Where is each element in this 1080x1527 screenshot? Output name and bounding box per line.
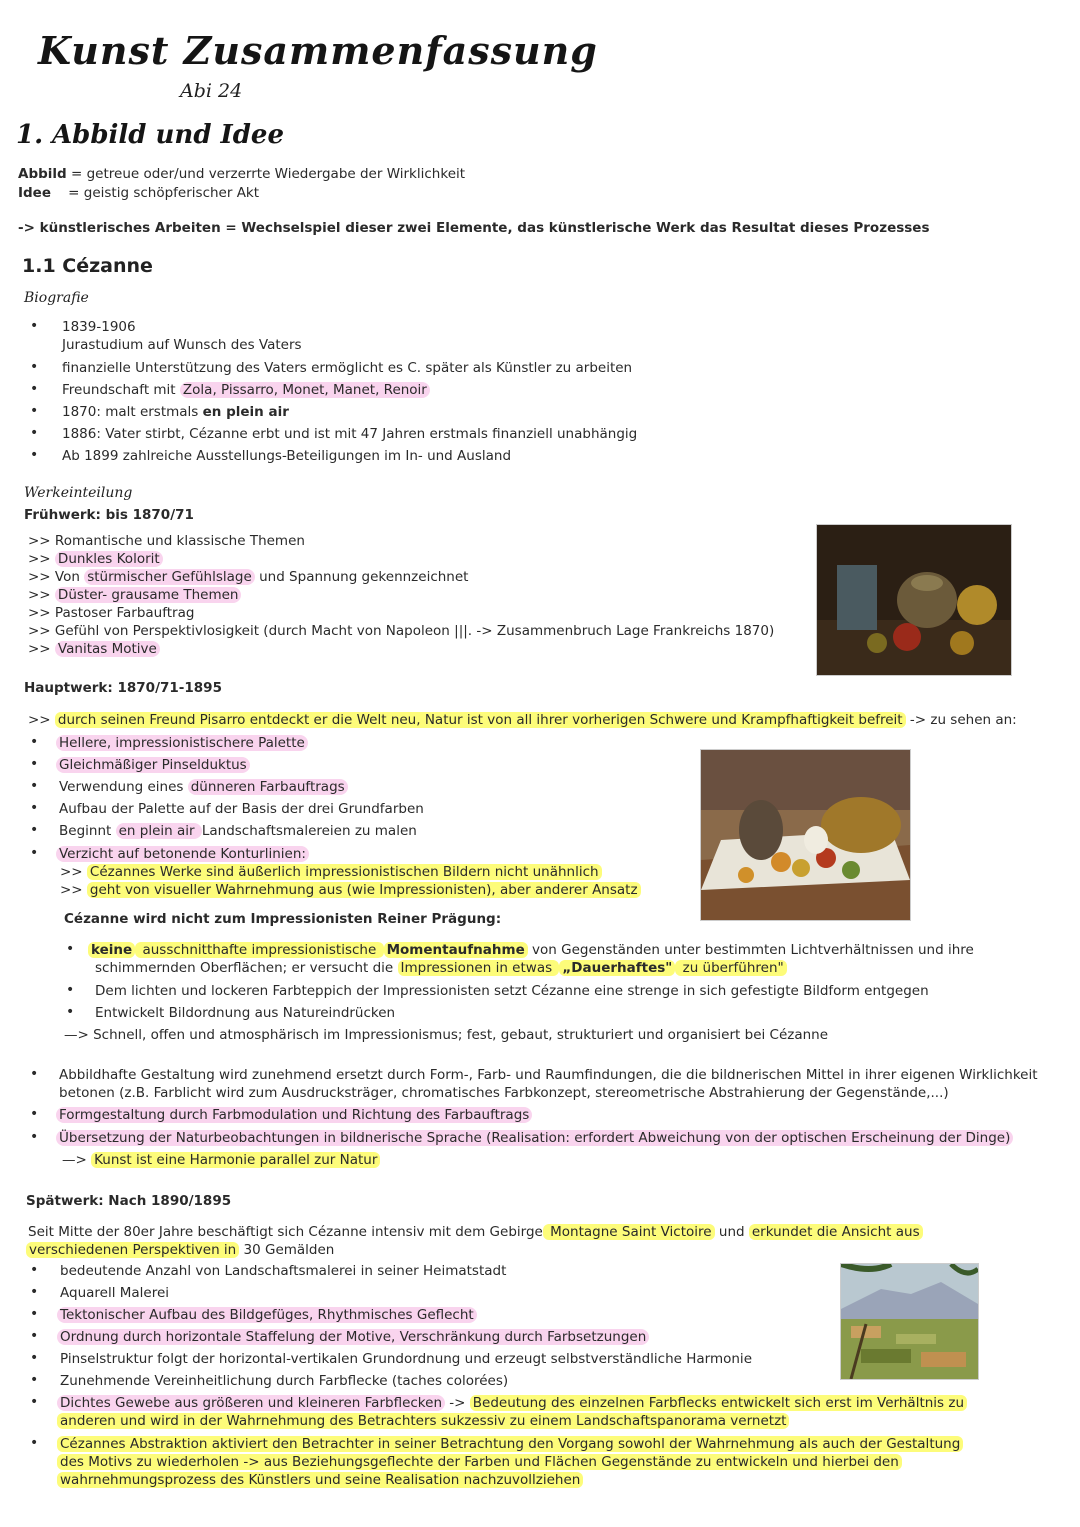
spaetwerk-intro-perspektiven: verschiedenen Perspektiven in bbox=[26, 1242, 239, 1258]
painting-early-still-life bbox=[816, 524, 1012, 676]
fruehwerk-item-4 bbox=[28, 587, 241, 603]
fruehwerk-item-3-prefix: >> Von bbox=[28, 569, 85, 585]
hauptwerk-item-3 bbox=[59, 779, 348, 795]
spaetwerk-item-6: Zunehmende Vereinheitlichung durch Farbflecke (taches colorées) bbox=[60, 1373, 509, 1389]
fruehwerk-item-5: >> Pastoser Farbauftrag bbox=[28, 605, 195, 621]
bio-item-4-bold: en plein air bbox=[202, 404, 289, 420]
spaetwerk-intro-highlight: erkundet die Ansicht aus bbox=[749, 1224, 923, 1240]
fruehwerk-item-3-highlight: stürmischer Gefühlslage bbox=[84, 569, 255, 585]
painting-montagne-graphic bbox=[841, 1264, 978, 1379]
reiner-item-1-cont-text: schimmernden Oberflächen; er versucht die bbox=[95, 960, 398, 976]
reiner-item-1 bbox=[88, 942, 974, 958]
bio-item-4 bbox=[62, 404, 289, 420]
spaetwerk-heading: Spätwerk: Nach 1890/1895 bbox=[26, 1193, 232, 1209]
fruehwerk-item-3-suffix: und Spannung gekennzeichnet bbox=[254, 569, 469, 585]
spaetwerk-item-5: Pinselstruktur folgt der horizontal-vertikalen Grundordnung und erzeugt selbstverständliche Harmonie bbox=[60, 1351, 752, 1367]
fruehwerk-item-1: >> Romantische und klassische Themen bbox=[28, 533, 305, 549]
definition-abbild-text: = getreue oder/und verzerrte Wiedergabe der Wirklichkeit bbox=[71, 166, 466, 182]
fruehwerk-item-6: >> Gefühl von Perspektivlosigkeit (durch Macht von Napoleon |||. -> Zusammenbruch Lage Frankreichs 1870) bbox=[28, 623, 775, 639]
hauptwerk-item-8-highlight: Formgestaltung durch Farbmodulation und Richtung des Farbauftrags bbox=[56, 1107, 532, 1123]
reiner-item-4: —> Schnell, offen und atmosphärisch im Impressionismus; fest, gebaut, strukturiert und organisiert bei Cézanne bbox=[64, 1027, 829, 1043]
reiner-item-1-text: von Gegenständen unter bestimmten Lichtverhältnissen und ihre bbox=[527, 942, 974, 958]
hauptwerk-item-6a-highlight: Cézannes Werke sind äußerlich impressionistischen Bildern nicht unähnlich bbox=[87, 864, 602, 880]
spaetwerk-intro-montagne: Montagne Saint Victoire bbox=[543, 1224, 715, 1240]
spaetwerk-item-1: bedeutende Anzahl von Landschaftsmalerei in seiner Heimatstadt bbox=[60, 1263, 507, 1279]
bio-item-1a: 1839-1906 bbox=[62, 319, 136, 335]
definition-idee-text: = geistig schöpferischer Akt bbox=[68, 185, 260, 201]
spaetwerk-item-4-highlight: Ordnung durch horizontale Staffelung der Motive, Verschränkung durch Farbsetzungen bbox=[57, 1329, 649, 1345]
spaetwerk-item-8b bbox=[57, 1454, 902, 1470]
hauptwerk-item-6b-highlight: geht von visueller Wahrnehmung aus (wie Impressionisten), aber anderer Ansatz bbox=[87, 882, 641, 898]
spaetwerk-item-7-highlight: Dichtes Gewebe aus größeren und kleineren Farbflecken bbox=[57, 1395, 445, 1411]
reiner-item-2: Dem lichten und lockeren Farbteppich der Impressionisten setzt Cézanne eine strenge in sich gefestigte Bildform entgegen bbox=[95, 983, 929, 999]
bullet-dot: • bbox=[30, 1262, 39, 1278]
bio-item-1b: Jurastudium auf Wunsch des Vaters bbox=[62, 337, 302, 353]
reiner-item-3: Entwickelt Bildordnung aus Natureindrücken bbox=[95, 1005, 396, 1021]
spaetwerk-item-8c-highlight: wahrnehmungsprozess des Künstlers und seine Realisation nachzuvollziehen bbox=[57, 1472, 583, 1488]
fruehwerk-item-2-highlight: Dunkles Kolorit bbox=[55, 551, 163, 567]
reiner-item-1-momentaufnahme: Momentaufnahme bbox=[384, 942, 528, 958]
bullet-dot: • bbox=[30, 1066, 39, 1082]
hauptwerk-item-8 bbox=[56, 1107, 532, 1123]
painting-montagne-sainte-victoire bbox=[840, 1263, 979, 1380]
biografie-label: Biografie bbox=[24, 290, 89, 306]
bio-item-4-text: 1870: malt erstmals bbox=[62, 404, 203, 420]
hauptwerk-item-6a-prefix: >> bbox=[60, 864, 87, 880]
bullet-dot: • bbox=[30, 381, 39, 397]
fruehwerk-item-7-prefix: >> bbox=[28, 641, 55, 657]
section-title: Abbild und Idee bbox=[52, 120, 284, 150]
hauptwerk-item-10-prefix: —> bbox=[62, 1152, 92, 1168]
bullet-dot: • bbox=[30, 1306, 39, 1322]
spaetwerk-item-3 bbox=[57, 1307, 477, 1323]
painting-still-life-basket-graphic bbox=[701, 750, 910, 920]
spaetwerk-item-7 bbox=[57, 1395, 967, 1411]
definition-idee bbox=[18, 185, 259, 201]
fruehwerk-item-7-highlight: Vanitas Motive bbox=[55, 641, 160, 657]
hauptwerk-item-5-text: Beginnt bbox=[59, 823, 116, 839]
painting-still-life-basket bbox=[700, 749, 911, 921]
spaetwerk-item-7-highlight-2: Bedeutung des einzelnen Farbflecks entwickelt sich erst im Verhältnis zu bbox=[470, 1395, 967, 1411]
hauptwerk-item-7b: betonen (z.B. Farblicht wird zum Ausdrucksträger, chromatisches Farbkonzept, stereometrische Abstrahierung der Gegenstände,...) bbox=[59, 1085, 949, 1101]
fruehwerk-item-4-prefix: >> bbox=[28, 587, 55, 603]
bullet-dot: • bbox=[30, 778, 39, 794]
spaetwerk-intro-und: und bbox=[714, 1224, 749, 1240]
bullet-dot: • bbox=[30, 1394, 39, 1410]
hauptwerk-item-3-text: Verwendung eines bbox=[59, 779, 188, 795]
hauptwerk-item-9 bbox=[56, 1130, 1013, 1146]
spaetwerk-item-7-arrow: -> bbox=[445, 1395, 470, 1411]
hauptwerk-item-4: Aufbau der Palette auf der Basis der drei Grundfarben bbox=[59, 801, 424, 817]
bullet-dot: • bbox=[66, 1004, 75, 1020]
bullet-dot: • bbox=[30, 1129, 39, 1145]
hauptwerk-item-3-highlight: dünneren Farbauftrags bbox=[188, 779, 348, 795]
reiner-item-1-dauerhaftes: „Dauerhaftes" bbox=[559, 960, 675, 976]
fruehwerk-item-7 bbox=[28, 641, 160, 657]
bullet-dot: • bbox=[30, 447, 39, 463]
document-title: Kunst Zusammenfassung bbox=[38, 28, 598, 73]
bullet-dot: • bbox=[30, 734, 39, 750]
werkeinteilung-label: Werkeinteilung bbox=[24, 485, 133, 501]
bio-item-3-text: Freundschaft mit bbox=[62, 382, 180, 398]
subsection-heading: 1.1 Cézanne bbox=[22, 255, 153, 277]
fruehwerk-item-4-highlight: Düster- grausame Themen bbox=[55, 587, 242, 603]
hauptwerk-item-10 bbox=[62, 1152, 380, 1168]
hauptwerk-item-6a bbox=[60, 864, 602, 880]
spaetwerk-intro-line-2 bbox=[26, 1242, 334, 1258]
reiner-item-1-highlight: ausschnitthafte impressionistische bbox=[135, 942, 383, 958]
hauptwerk-intro-highlight: durch seinen Freund Pisarro entdeckt er die Welt neu, Natur ist von all ihrer vorherigen Schwere und Krampfhaftigkeit befreit bbox=[55, 712, 906, 728]
bullet-dot: • bbox=[30, 403, 39, 419]
hauptwerk-item-6-highlight: Verzicht auf betonende Konturlinien: bbox=[56, 846, 309, 862]
reiner-item-1-keine: keine bbox=[88, 942, 135, 958]
definition-summary: -> künstlerisches Arbeiten = Wechselspiel dieser zwei Elemente, das künstlerische Werk das Resultat dieses Prozesses bbox=[18, 220, 930, 236]
hauptwerk-item-5 bbox=[59, 823, 417, 839]
fruehwerk-item-2-prefix: >> bbox=[28, 551, 55, 567]
spaetwerk-item-7-cont-highlight: anderen und wird in der Wahrnehmung des Betrachters sukzessiv zu einem Landschaftspanorama vernetzt bbox=[57, 1413, 789, 1429]
hauptwerk-item-1 bbox=[56, 735, 308, 751]
hauptwerk-intro-prefix: >> bbox=[28, 712, 55, 728]
bullet-dot: • bbox=[30, 1435, 39, 1451]
hauptwerk-item-5-highlight: en plein air bbox=[116, 823, 202, 839]
bullet-dot: • bbox=[30, 800, 39, 816]
bullet-dot: • bbox=[30, 425, 39, 441]
term-idee: Idee bbox=[18, 185, 51, 201]
bullet-dot: • bbox=[66, 941, 75, 957]
bullet-dot: • bbox=[66, 982, 75, 998]
spaetwerk-intro-text: Seit Mitte der 80er Jahre beschäftigt sich Cézanne intensiv mit dem Gebirge bbox=[28, 1224, 543, 1240]
spaetwerk-item-4 bbox=[57, 1329, 649, 1345]
bullet-dot: • bbox=[30, 822, 39, 838]
spaetwerk-item-8a bbox=[57, 1436, 963, 1452]
painting-early-still-life-graphic bbox=[817, 525, 1011, 675]
hauptwerk-item-6b bbox=[60, 882, 641, 898]
reiner-item-1-cont-highlight: Impressionen in etwas bbox=[398, 960, 560, 976]
hauptwerk-item-6 bbox=[56, 846, 309, 862]
spaetwerk-item-8a-highlight: Cézannes Abstraktion aktiviert den Betrachter in seiner Betrachtung den Vorgang sowohl der Wahrnehmung als auch der Gestaltung bbox=[57, 1436, 963, 1452]
bullet-dot: • bbox=[30, 359, 39, 375]
spaetwerk-item-8b-highlight: des Motivs zu wiederholen -> aus Beziehungsgeflechte der Farben und Flächen Gegenstände zu entwickeln und hierbei den bbox=[57, 1454, 902, 1470]
hauptwerk-item-5-suffix: Landschaftsmalereien zu malen bbox=[201, 823, 417, 839]
hauptwerk-item-1-highlight: Hellere, impressionistischere Palette bbox=[56, 735, 308, 751]
reiner-item-1-cont-end: zu überführen" bbox=[675, 960, 786, 976]
bullet-dot: • bbox=[30, 756, 39, 772]
bio-item-3 bbox=[62, 382, 430, 398]
spaetwerk-item-2: Aquarell Malerei bbox=[60, 1285, 170, 1301]
reiner-praegung-heading: Cézanne wird nicht zum Impressionisten Reiner Prägung: bbox=[64, 911, 502, 927]
bullet-dot: • bbox=[30, 1328, 39, 1344]
fruehwerk-heading: Frühwerk: bis 1870/71 bbox=[24, 507, 194, 523]
bullet-dot: • bbox=[30, 1350, 39, 1366]
reiner-item-1-cont bbox=[95, 960, 787, 976]
bio-item-2: finanzielle Unterstützung des Vaters ermöglicht es C. später als Künstler zu arbeiten bbox=[62, 360, 633, 376]
bio-item-5: 1886: Vater stirbt, Cézanne erbt und ist mit 47 Jahren erstmals finanziell unabhängig bbox=[62, 426, 638, 442]
spaetwerk-item-8c bbox=[57, 1472, 583, 1488]
definition-abbild bbox=[18, 166, 465, 182]
bullet-dot: • bbox=[30, 1106, 39, 1122]
section-number: 1. bbox=[16, 120, 44, 150]
bio-item-6: Ab 1899 zahlreiche Ausstellungs-Beteiligungen im In- und Ausland bbox=[62, 448, 512, 464]
document-subtitle: Abi 24 bbox=[180, 80, 243, 102]
bullet-dot: • bbox=[30, 845, 39, 861]
hauptwerk-intro bbox=[28, 712, 1017, 728]
hauptwerk-item-2 bbox=[56, 757, 250, 773]
hauptwerk-item-6b-prefix: >> bbox=[60, 882, 87, 898]
hauptwerk-intro-suffix: -> zu sehen an: bbox=[905, 712, 1017, 728]
hauptwerk-heading: Hauptwerk: 1870/71-1895 bbox=[24, 680, 222, 696]
fruehwerk-item-2 bbox=[28, 551, 163, 567]
hauptwerk-item-9-highlight: Übersetzung der Naturbeobachtungen in bildnerische Sprache (Realisation: erfordert Abweichung von der optischen Erscheinung der Dinge) bbox=[56, 1130, 1013, 1146]
bullet-dot: • bbox=[30, 318, 39, 334]
bullet-dot: • bbox=[30, 1372, 39, 1388]
hauptwerk-item-10-highlight: Kunst ist eine Harmonie parallel zur Natur bbox=[91, 1152, 380, 1168]
fruehwerk-item-3 bbox=[28, 569, 468, 585]
spaetwerk-intro-gemaelde: 30 Gemälden bbox=[239, 1242, 335, 1258]
term-abbild: Abbild bbox=[18, 166, 67, 182]
spaetwerk-item-7-cont bbox=[57, 1413, 789, 1429]
hauptwerk-item-2-highlight: Gleichmäßiger Pinselduktus bbox=[56, 757, 250, 773]
spaetwerk-item-3-highlight: Tektonischer Aufbau des Bildgefüges, Rhythmisches Geflecht bbox=[57, 1307, 477, 1323]
bullet-dot: • bbox=[30, 1284, 39, 1300]
spaetwerk-intro-line-1 bbox=[28, 1224, 923, 1240]
hauptwerk-item-7a: Abbildhafte Gestaltung wird zunehmend ersetzt durch Form-, Farb- und Raumfindungen, die die bildnerischen Mittel in ihrer eigenen Wirklichkeit bbox=[59, 1067, 1038, 1083]
bio-item-3-highlight: Zola, Pissarro, Monet, Manet, Renoir bbox=[180, 382, 430, 398]
